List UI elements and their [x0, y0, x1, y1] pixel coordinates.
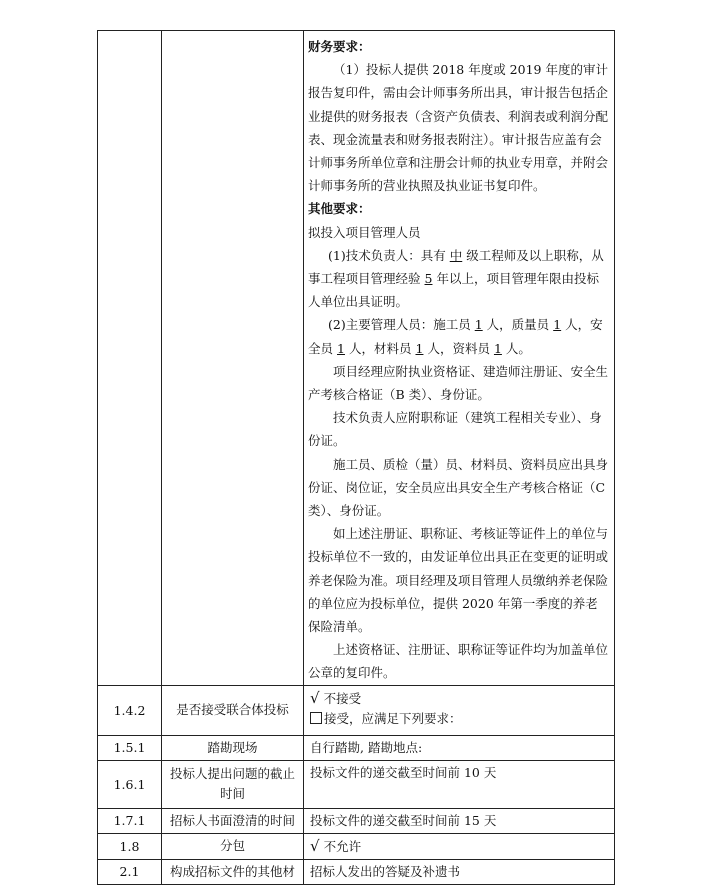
row-value: 自行踏勘, 踏勘地点:: [304, 735, 615, 760]
requirements-row: [98, 31, 615, 686]
checkbox-icon: [310, 712, 322, 724]
row-value: 投标文件的递交截至时间前 15 天: [304, 808, 615, 833]
row-number: 1.4.2: [98, 685, 162, 735]
requirements-cell: [304, 31, 615, 686]
row-label: 构成招标文件的其他材: [162, 859, 304, 884]
row-value: √ 不允许: [304, 833, 615, 859]
finance-paragraph: （1）投标人提供 2018 年度或 2019 年度的审计报告复印件，需由会计师事务所出具，审计报告包括企业提供的财务报表（含资产负债表、利润表或利润分配表、现金流量表和财务报表附注）。审计报告应盖有会计师事务所单位章和注册会计师的执业专用章，并附会计师事务所的营业执照及执业证书复印件。: [308, 62, 609, 194]
row-label: 投标人提出问题的截止时间: [162, 760, 304, 808]
bid-data-table: [97, 30, 615, 885]
staff-requirement: (2)主要管理人员：施工员 1 人，质量员 1 人，安全员 1 人，材料员 1 人，资料员 1 人。: [308, 317, 603, 356]
row-label: 踏勘现场: [162, 735, 304, 760]
row-number: 1.7.1: [98, 808, 162, 833]
table-row: [98, 808, 615, 833]
tech-level: 中: [449, 247, 463, 263]
staff-intro: 拟投入项目管理人员: [308, 224, 421, 240]
finance-heading: 财务要求：: [308, 39, 371, 54]
table-row: [98, 685, 615, 735]
row-label: 是否接受联合体投标: [162, 685, 304, 735]
unit-consistency-paragraph: 如上述注册证、职称证、考核证等证件上的单位与投标单位不一致的，由发证单位出具正在变更的证明或养老保险为准。项目经理及项目管理人员缴纳养老保险的单位应为投标单位，提供 2020 年第一季度的养老保险清单。: [308, 526, 609, 635]
row-number: 2.1: [98, 859, 162, 884]
copies-paragraph: 上述资格证、注册证、职称证等证件均为加盖单位公章的复印件。: [308, 642, 609, 681]
table-row: [98, 833, 615, 859]
empty-num-cell: [98, 31, 162, 686]
pm-docs-paragraph: 项目经理应附执业资格证、建造师注册证、安全生产考核合格证（B 类）、身份证。: [308, 363, 609, 403]
empty-label-cell: [162, 31, 304, 686]
row-value: √ 不接受 接受，应满足下列要求：: [304, 685, 615, 735]
row-number: 1.6.1: [98, 760, 162, 808]
table-row: [98, 735, 615, 760]
tech-docs-paragraph: 技术负责人应附职称证（建筑工程相关专业）、身份证。: [308, 410, 602, 449]
tech-lead-requirement: (1)技术负责人：具有 中 级工程师及以上职称，从事工程项目管理经验 5 年以上，项目管理年限由投标人单位出具证明。: [308, 247, 604, 310]
row-label: 分包: [162, 833, 304, 859]
row-number: 1.8: [98, 833, 162, 859]
row-label: 招标人书面澄清的时间: [162, 808, 304, 833]
row-number: 1.5.1: [98, 735, 162, 760]
check-mark-icon: √: [310, 688, 320, 707]
row-value: 招标人发出的答疑及补遗书: [304, 859, 615, 884]
check-mark-icon: √: [310, 836, 320, 855]
other-heading: 其他要求：: [308, 201, 371, 217]
tech-years: 5: [424, 271, 433, 287]
row-value: 投标文件的递交截至时间前 10 天: [304, 760, 615, 808]
staff-docs-paragraph: 施工员、质检（量）员、材料员、资料员应出具身份证、岗位证，安全员应出具安全生产考核合格证（C 类）、身份证。: [308, 456, 609, 519]
table-row: [98, 760, 615, 808]
